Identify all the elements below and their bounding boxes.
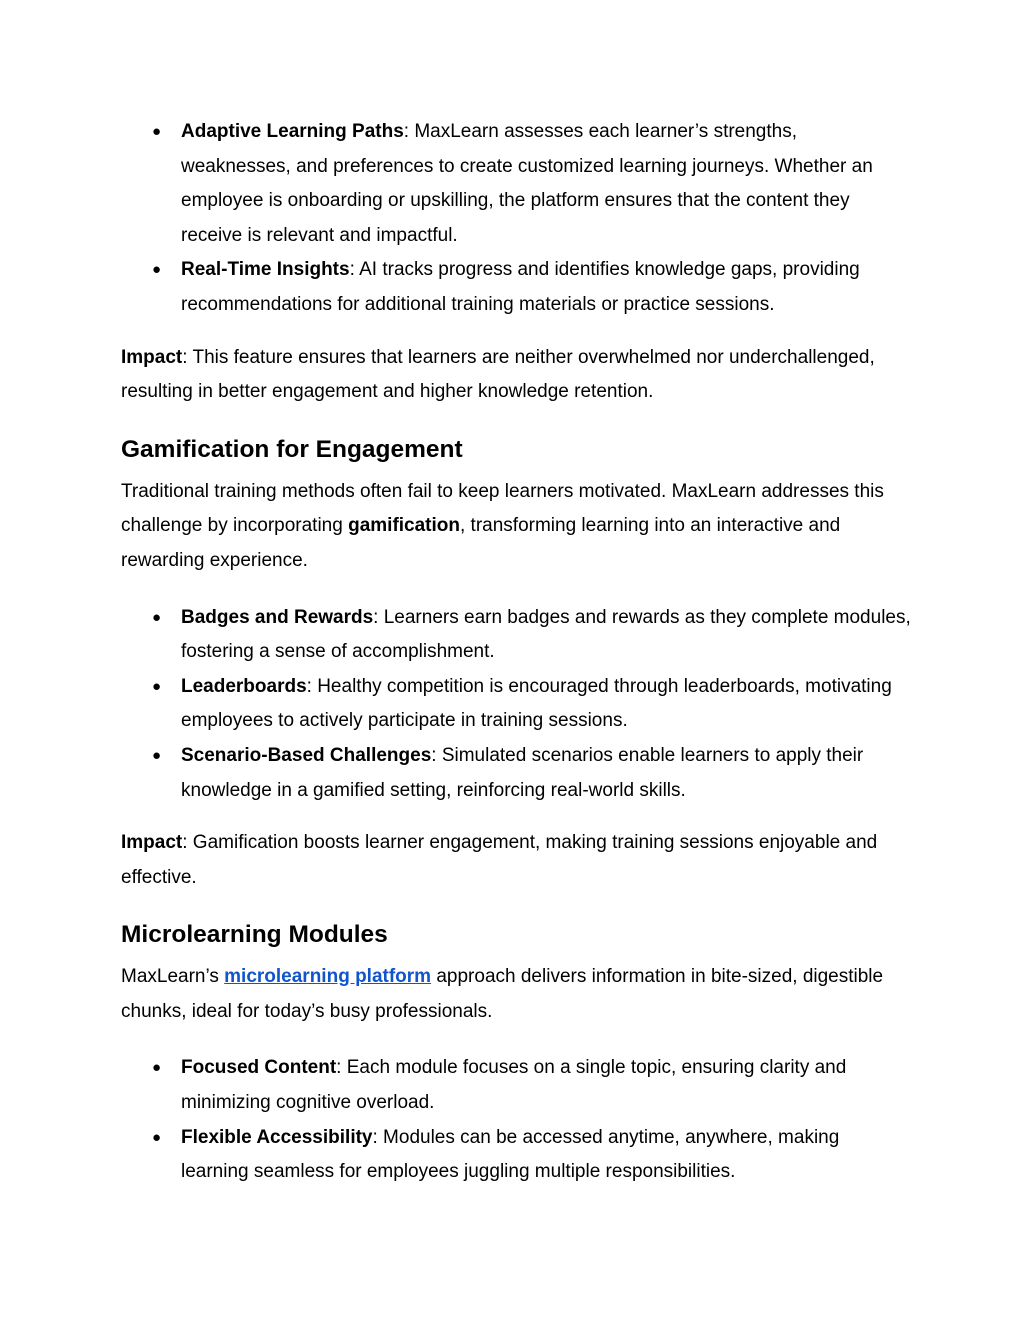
list-item xyxy=(121,601,911,670)
intro-text: , transforming learning into an interactive and rewarding experience. xyxy=(121,515,841,571)
adaptive-features-list xyxy=(121,115,911,323)
impact-paragraph xyxy=(121,826,911,895)
impact-paragraph xyxy=(121,341,911,410)
list-item-text: : Modules can be accessed anytime, anywhere, making learning seamless for employees juggling multiple responsibilities. xyxy=(181,1126,840,1183)
list-item-text: : Learners earn badges and rewards as they complete modules, fostering a sense of accomplishment. xyxy=(181,606,911,663)
list-item xyxy=(121,1051,911,1120)
microlearning-platform-link[interactable]: microlearning platform xyxy=(224,966,432,988)
microlearning-features-list xyxy=(121,1051,911,1189)
document-body xyxy=(121,115,911,1190)
bullet-icon: ● xyxy=(152,746,162,764)
bullet-icon: ● xyxy=(152,608,162,626)
impact-text: : Gamification boosts learner engagement, making training sessions enjoyable and effective. xyxy=(121,832,878,888)
list-item-term: Focused Content xyxy=(181,1057,337,1079)
list-item-term: Scenario-Based Challenges xyxy=(181,744,432,766)
list-item xyxy=(121,115,911,253)
list-item xyxy=(121,1121,911,1190)
section-heading-microlearning: Microlearning Modules xyxy=(121,921,388,949)
impact-text: : This feature ensures that learners are neither overwhelmed nor underchallenged, resulting in better engagement and higher knowledge retention. xyxy=(121,346,875,403)
list-item-term: Leaderboards xyxy=(181,675,307,697)
impact-label: Impact xyxy=(121,346,183,368)
list-item-text: : Simulated scenarios enable learners to apply their knowledge in a gamified setting, reinforcing real-world skills. xyxy=(181,744,864,801)
list-item-term: Badges and Rewards xyxy=(181,606,374,628)
bullet-icon: ● xyxy=(152,677,162,695)
list-item xyxy=(121,670,911,739)
impact-label: Impact xyxy=(121,832,183,854)
list-item-text: : Healthy competition is encouraged through leaderboards, motivating employees to actively participate in training sessions. xyxy=(181,675,892,732)
list-item-term: Adaptive Learning Paths xyxy=(181,121,404,142)
microlearning-intro xyxy=(121,960,911,1029)
gamification-features-list xyxy=(121,601,911,809)
bullet-icon: ● xyxy=(152,1128,162,1146)
bullet-icon: ● xyxy=(152,261,162,279)
list-item xyxy=(121,253,911,322)
list-item-text: : Each module focuses on a single topic, ensuring clarity and minimizing cognitive overload. xyxy=(181,1057,847,1114)
bullet-icon: ● xyxy=(152,1059,162,1077)
list-item xyxy=(121,739,911,808)
intro-text: MaxLearn’s xyxy=(121,966,225,988)
list-item-term: Flexible Accessibility xyxy=(181,1126,373,1148)
intro-bold-term: gamification xyxy=(348,515,460,537)
intro-text: approach delivers information in bite-sized, digestible chunks, ideal for today’s busy professionals. xyxy=(121,966,884,1022)
list-item-text: : MaxLearn assesses each learner’s strengths, weaknesses, and preferences to create customized learning journeys. Whether an employee is onboarding or upskilling, the platform ensures that the content they receive is relevant and impactful. xyxy=(181,121,873,246)
bullet-icon: ● xyxy=(152,123,162,140)
list-item-term: Real-Time Insights xyxy=(181,259,350,281)
intro-text: Traditional training methods often fail to keep learners motivated. MaxLearn addresses this challenge by incorporating xyxy=(121,480,884,537)
list-item-text: : AI tracks progress and identifies knowledge gaps, providing recommendations for additional training materials or practice sessions. xyxy=(181,259,860,315)
section-heading-gamification: Gamification for Engagement xyxy=(121,435,463,463)
gamification-intro xyxy=(121,475,911,579)
